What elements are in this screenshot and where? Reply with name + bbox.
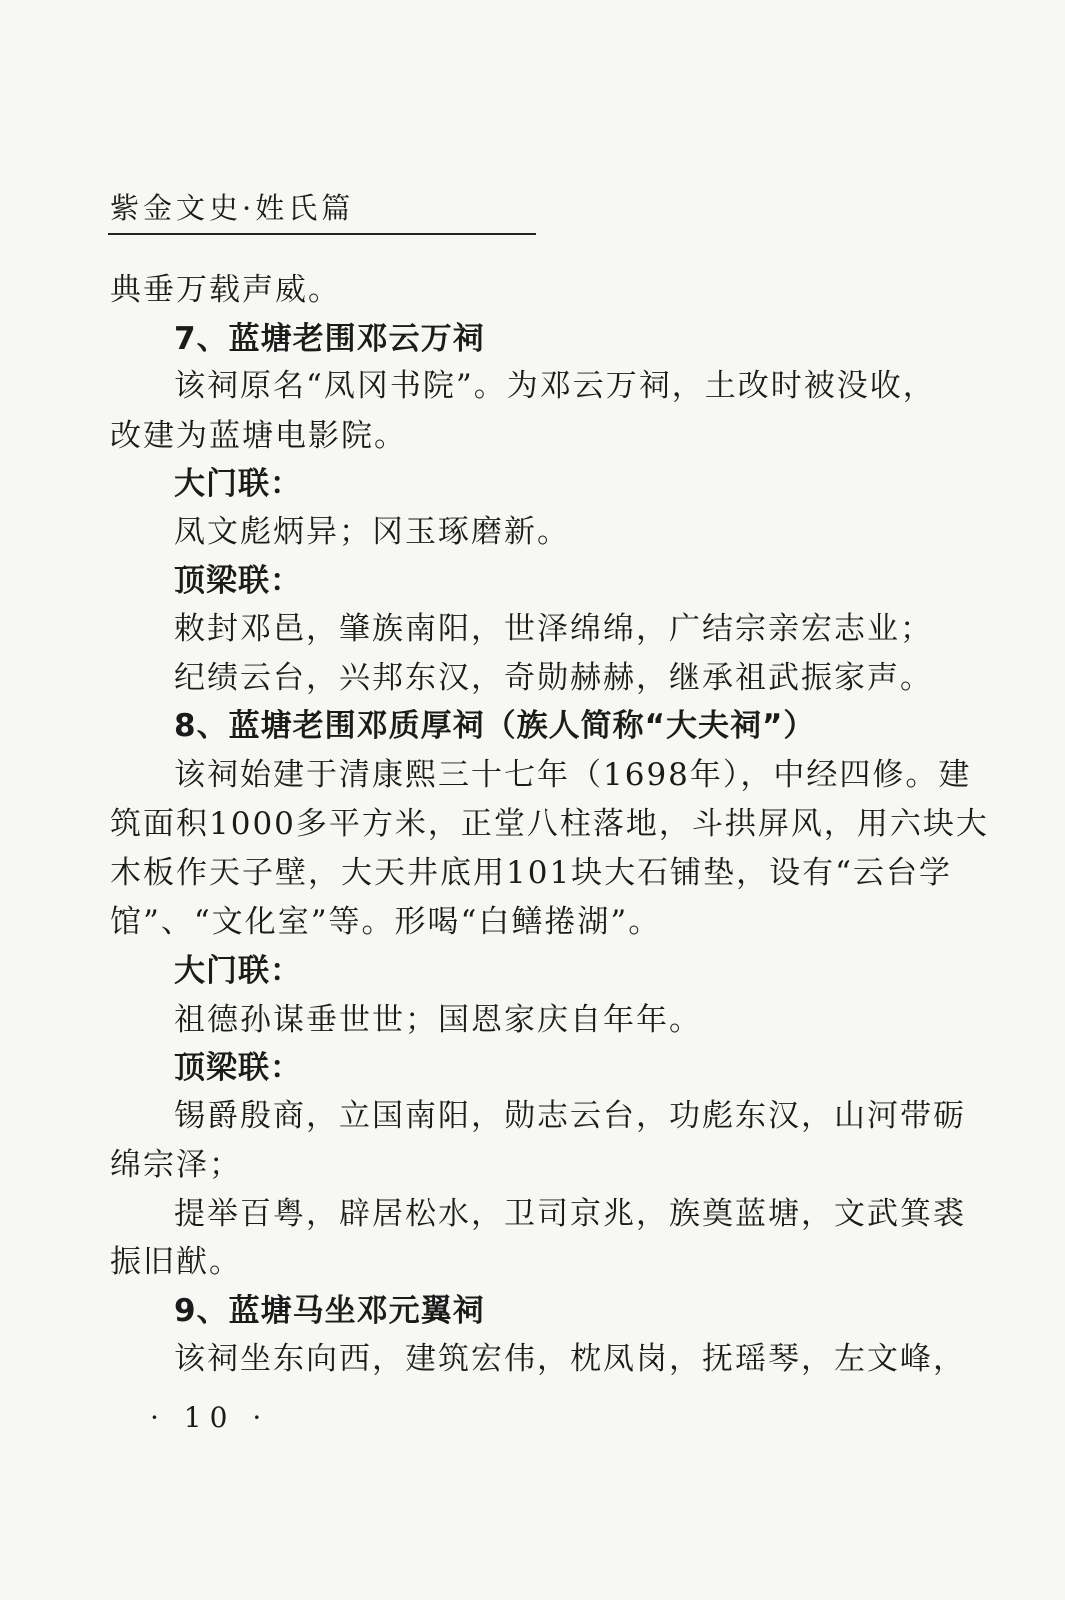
subheading: 大门联：: [174, 466, 302, 502]
section-heading: 8、蓝塘老围邓质厚祠（族人简称“大夫祠”）: [174, 708, 816, 744]
text-line: 馆”、“文化室”等。形喝“白鳝捲湖”。: [110, 904, 662, 940]
text-line: 改建为蓝塘电影院。: [110, 418, 407, 454]
couplet-line: 锡爵殷商，立国南阳，勋志云台，功彪东汉，山河带砺: [174, 1098, 966, 1134]
couplet-line: 敕封邓邑，肇族南阳，世泽绵绵，广结宗亲宏志业；: [174, 611, 933, 647]
running-header: 紫金文史·姓氏篇: [110, 191, 355, 225]
text-line: 筑面积1000多平方米，正堂八柱落地，斗拱屏风，用六块大: [110, 806, 989, 842]
text-line: 该祠始建于清康熙三十七年（1698年），中经四修。建: [174, 757, 972, 793]
couplet-line: 提举百粤，辟居松水，卫司京兆，族奠蓝塘，文武箕裘: [174, 1196, 966, 1232]
couplet-line: 凤文彪炳异；冈玉琢磨新。: [174, 514, 570, 550]
page-number: · 10 ·: [150, 1401, 270, 1434]
subheading: 顶梁联：: [174, 1050, 302, 1086]
couplet-line: 振旧猷。: [110, 1244, 242, 1280]
text-line: 该祠原名“凤冈书院”。为邓云万祠，土改时被没收，: [174, 368, 936, 404]
subheading: 顶梁联：: [174, 563, 302, 599]
text-line: 典垂万载声威。: [110, 272, 341, 308]
couplet-line: 祖德孙谋垂世世；国恩家庆自年年。: [174, 1002, 702, 1038]
couplet-line: 纪绩云台，兴邦东汉，奇勋赫赫，继承祖武振家声。: [174, 660, 933, 696]
text-line: 木板作天子壁，大天井底用101块大石铺垫，设有“云台学: [110, 855, 953, 891]
section-heading: 7、蓝塘老围邓云万祠: [174, 321, 485, 357]
couplet-line: 绵宗泽；: [110, 1147, 242, 1183]
subheading: 大门联：: [174, 953, 302, 989]
text-line: 该祠坐东向西，建筑宏伟，枕凤岗，抚瑶琴，左文峰，: [174, 1341, 966, 1377]
header-divider: [108, 233, 536, 235]
section-heading: 9、蓝塘马坐邓元翼祠: [174, 1293, 485, 1329]
